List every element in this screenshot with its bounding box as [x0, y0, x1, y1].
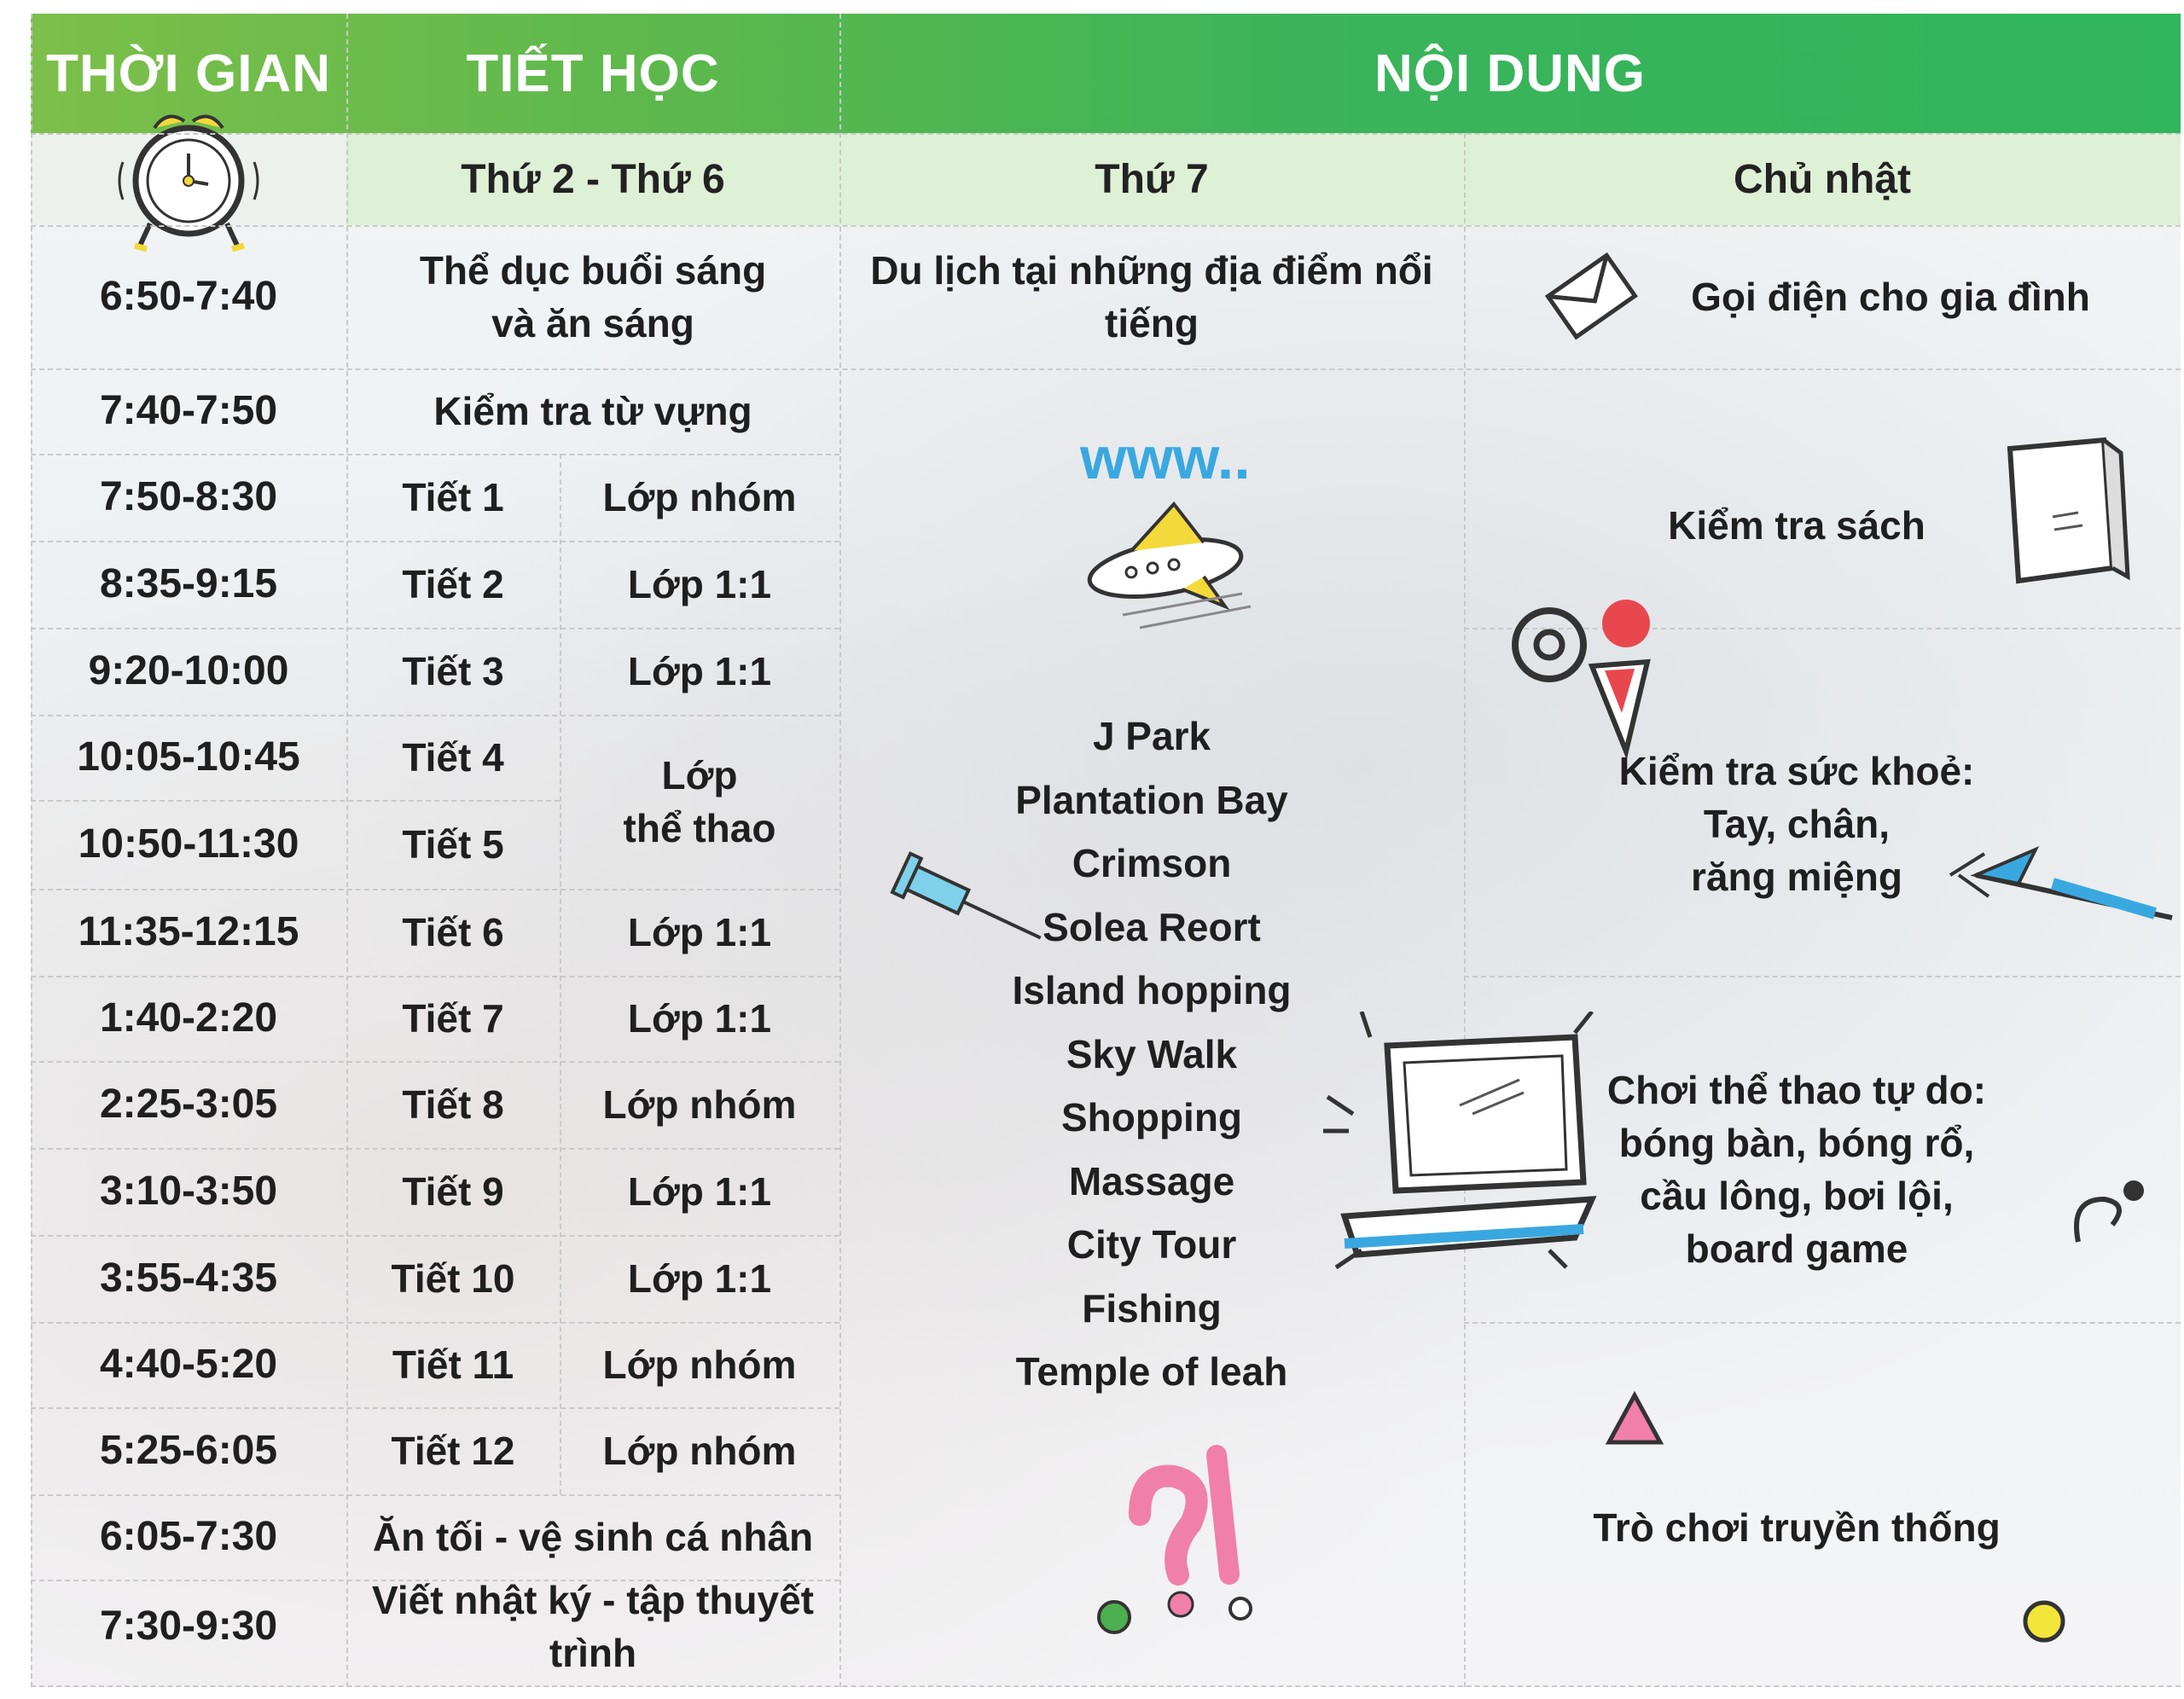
class-type-cell: Lớp 1:1 [627, 995, 772, 1041]
class-type-cell: Lớp nhóm [602, 1342, 797, 1387]
time-cell: 10:05-10:45 [77, 734, 300, 780]
envelope-icon [1541, 246, 1643, 348]
header-time: THỜI GIAN [46, 43, 331, 103]
class-type-cell: Lớp nhóm [602, 474, 797, 519]
place-item: Temple of leah [1015, 1349, 1288, 1395]
time-cell: 7:30-9:30 [99, 1603, 278, 1649]
class-type-cell: Lớp 1:1 [627, 648, 772, 693]
time-cell: 7:40-7:50 [99, 387, 278, 433]
period-cell: Tiết 11 [392, 1342, 514, 1387]
class-type-cell: Lớp nhóm [602, 1428, 797, 1473]
traditional-games-cell: Trò chơi truyền thống [1593, 1505, 2001, 1550]
time-cell: 6:05-7:30 [99, 1513, 278, 1559]
health-line-1: Kiểm tra sức khoẻ: [1618, 748, 1975, 793]
period-cell: Tiết 1 [402, 474, 504, 519]
period-cell: Tiết 9 [402, 1168, 504, 1214]
period-cell: Tiết 2 [402, 561, 504, 606]
subheader-saturday: Thứ 7 [839, 133, 1464, 225]
clock-cell [31, 133, 346, 225]
health-line-3: răng miệng [1691, 855, 1902, 900]
class-type-cell: Lớp 1:1 [627, 909, 772, 954]
header-content: NỘI DUNG [1374, 43, 1646, 103]
www-doodle: www.. [1080, 425, 1251, 491]
arrow-icon [1942, 832, 2181, 952]
book-check-cell: Kiểm tra sách [1668, 502, 1926, 548]
place-item: Fishing [1082, 1285, 1222, 1331]
diary-cell: Viết nhật ký - tập thuyết trình [371, 1577, 815, 1675]
swirl-icon [2061, 1165, 2155, 1267]
question-exclamation-icon [1089, 1438, 1259, 1660]
dinner-cell: Ăn tối - vệ sinh cá nhân [372, 1514, 814, 1559]
place-item: Crimson [1072, 841, 1232, 886]
saturday-morning-cell: Du lịch tại những địa điểm nổi tiếng [870, 247, 1433, 345]
class-type-cell: Lớp 1:1 [627, 1168, 772, 1214]
triangle-icon [1600, 1387, 1669, 1455]
airplane-icon [1054, 423, 1362, 662]
period-cell: Tiết 3 [402, 648, 504, 693]
sport-class-cell [560, 715, 839, 889]
time-cell: 6:50-7:40 [99, 273, 278, 319]
sport-class-line-2: thể thao [623, 806, 776, 850]
period-cell: Tiết 5 [402, 821, 504, 867]
at-sign-icon [1498, 585, 1686, 773]
book-icon [1976, 423, 2138, 594]
vocab-check-cell: Kiểm tra từ vựng [433, 388, 752, 433]
morning-line-1: Thể dục buổi sáng [419, 247, 767, 293]
health-line-2: Tay, chân, [1703, 801, 1891, 846]
period-cell: Tiết 8 [402, 1081, 504, 1127]
time-cell: 2:25-3:05 [99, 1081, 278, 1127]
sport-line-2: bóng bàn, bóng rổ, [1618, 1120, 1975, 1165]
free-sport-cell [1549, 1050, 2044, 1289]
time-cell: 10:50-11:30 [78, 821, 299, 867]
sport-line-3: cầu lông, bơi lội, [1640, 1174, 1954, 1218]
place-item: J Park [1092, 714, 1211, 759]
period-cell: Tiết 10 [391, 1255, 515, 1301]
laptop-icon [1310, 1012, 1618, 1293]
sport-line-4: board game [1685, 1226, 1908, 1272]
time-cell: 4:40-5:20 [99, 1341, 278, 1387]
place-item: Solea Reort [1043, 904, 1261, 949]
sport-line-1: Chơi thể thao tự do: [1606, 1067, 1987, 1112]
class-type-cell: Lớp 1:1 [627, 561, 772, 606]
push-pin-icon [884, 850, 1054, 969]
circle-icon [2014, 1592, 2074, 1651]
subheader-sunday: Chủ nhật [1464, 133, 2181, 225]
place-item: Massage [1068, 1158, 1235, 1203]
class-type-cell: Lớp 1:1 [627, 1255, 772, 1301]
time-cell: 5:25-6:05 [99, 1427, 278, 1473]
period-cell: Tiết 7 [402, 995, 504, 1041]
header-period: TIẾT HỌC [466, 43, 720, 103]
class-type-cell: Lớp nhóm [602, 1081, 797, 1127]
subheader-weekday: Thứ 2 - Thứ 6 [346, 133, 839, 225]
time-cell: 9:20-10:00 [88, 647, 289, 693]
time-cell: 1:40-2:20 [99, 994, 278, 1041]
time-cell: 3:10-3:50 [99, 1168, 278, 1214]
time-cell: 8:35-9:15 [99, 560, 278, 606]
sunday-morning-cell: Gọi điện cho gia đình [1691, 274, 2090, 319]
place-item: Island hopping [1012, 968, 1292, 1013]
time-cell: 11:35-12:15 [78, 908, 299, 954]
period-cell: Tiết 6 [402, 909, 504, 954]
schedule-page [31, 14, 2181, 1687]
place-item: Sky Walk [1066, 1031, 1238, 1076]
morning-line-2: và ăn sáng [491, 301, 694, 345]
place-item: Plantation Bay [1015, 777, 1288, 822]
place-item: Shopping [1060, 1095, 1243, 1140]
time-cell: 3:55-4:35 [99, 1255, 278, 1301]
period-cell: Tiết 4 [402, 734, 504, 780]
sport-class-line-1: Lớp [661, 752, 738, 797]
place-item: City Tour [1066, 1222, 1237, 1267]
period-cell: Tiết 12 [391, 1428, 515, 1473]
time-cell: 7:50-8:30 [99, 473, 278, 519]
morning-exercise-cell [346, 225, 839, 368]
